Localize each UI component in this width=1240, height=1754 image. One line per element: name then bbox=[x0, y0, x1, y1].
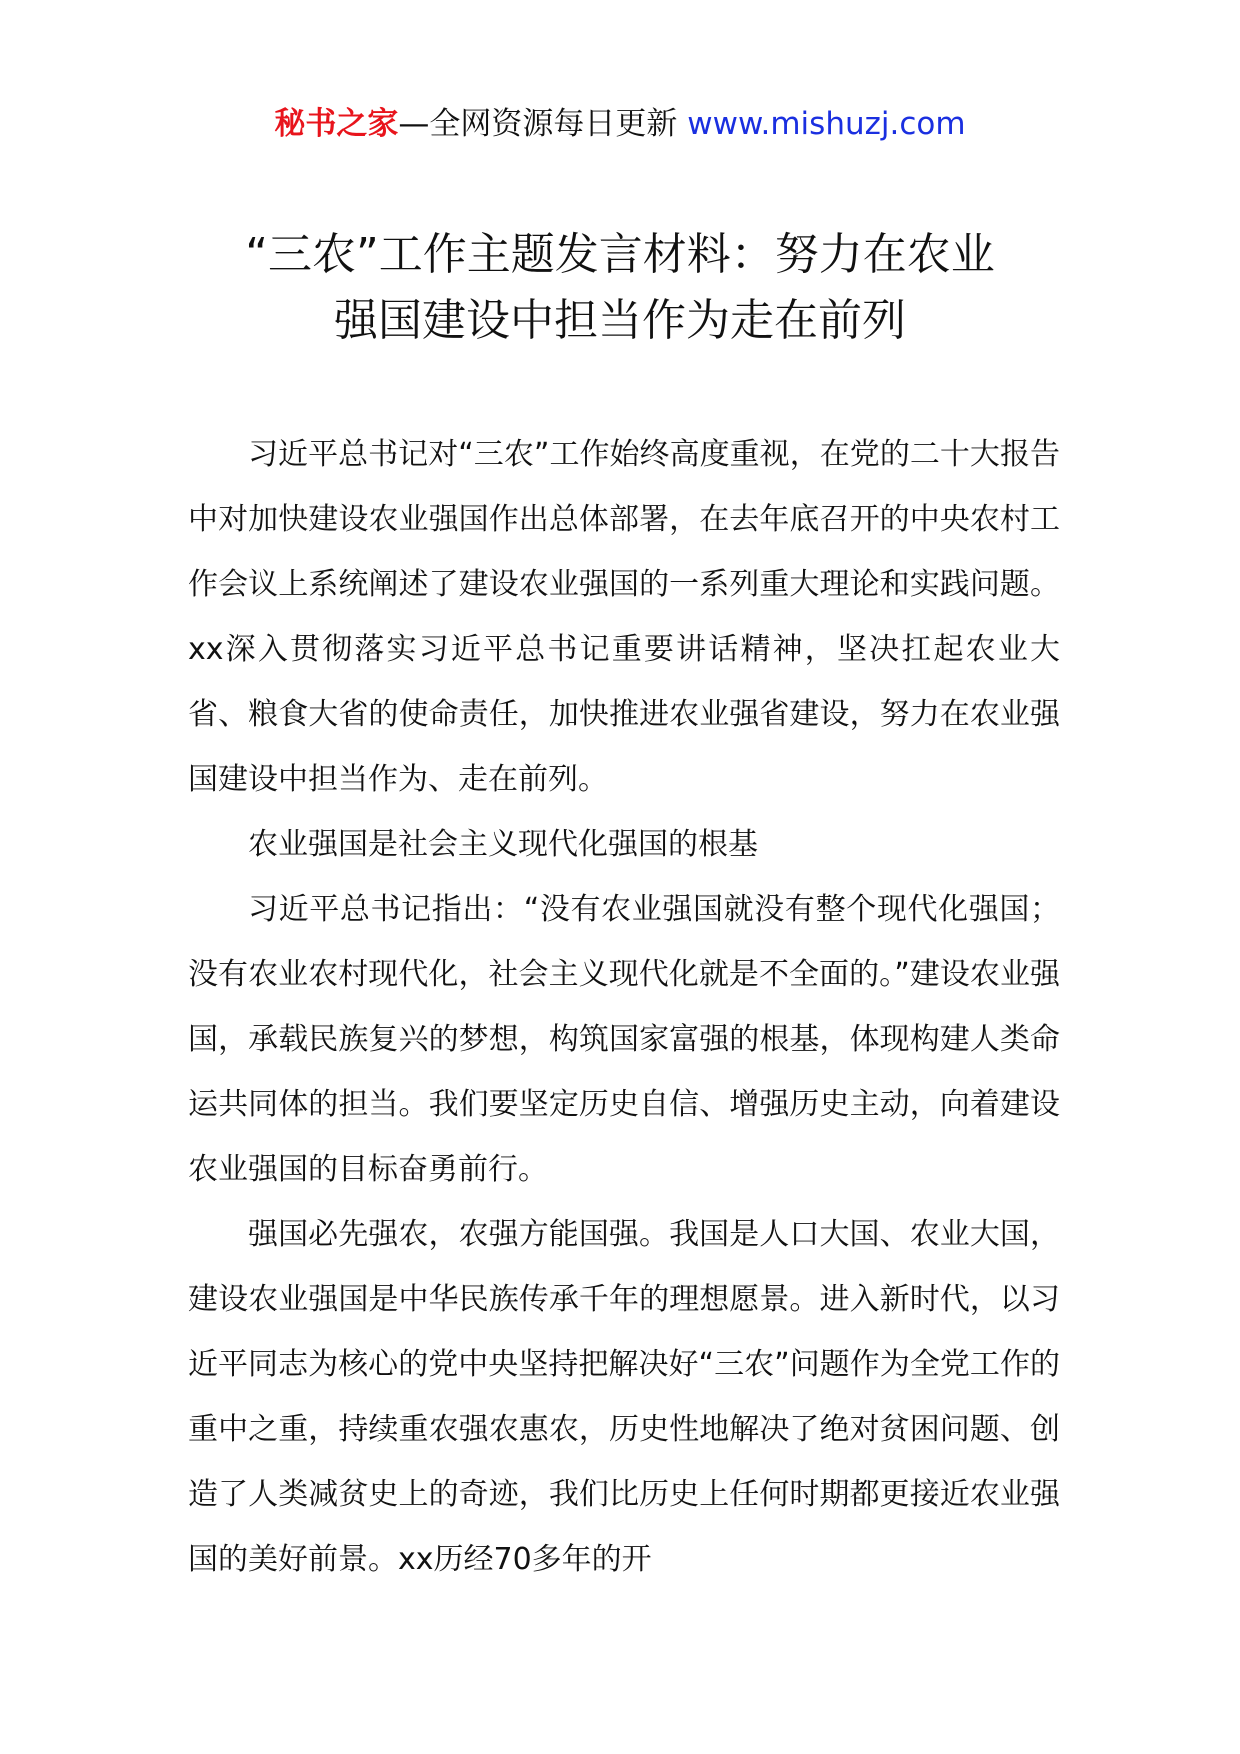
site-url-link[interactable]: www.mishuzj.com bbox=[687, 106, 966, 142]
paragraph: 习近平总书记指出：“没有农业强国就没有整个现代化强国；没有农业农村现代化，社会主义现代化就是不全面的。”建设农业强国，承载民族复兴的梦想，构筑国家富强的根基，体现构建人类命运共同体的担当。我们要坚定历史自信、增强历史主动，向着建设农业强国的目标奋勇前行。 bbox=[188, 892, 1060, 1187]
header-slogan: —全网资源每日更新 bbox=[398, 106, 688, 142]
brand-name: 秘书之家 bbox=[274, 106, 399, 142]
title-line-1: “三农”工作主题发言材料：努力在农业 bbox=[245, 229, 995, 280]
title-line-2: 强国建设中担当作为走在前列 bbox=[334, 295, 906, 346]
document-title bbox=[150, 222, 1090, 354]
section-heading: 农业强国是社会主义现代化强国的根基 bbox=[248, 827, 758, 862]
paragraph: 强国必先强农，农强方能国强。我国是人口大国、农业大国，建设农业强国是中华民族传承千年的理想愿景。进入新时代，以习近平同志为核心的党中央坚持把解决好“三农”问题作为全党工作的重中之重，持续重农强农惠农，历史性地解决了绝对贫困问题、创造了人类减贫史上的奇迹，我们比历史上任何时期都更接近农业强国的美好前景。xx历经70多年的开 bbox=[188, 1217, 1060, 1577]
paragraph: 习近平总书记对“三农”工作始终高度重视，在党的二十大报告中对加快建设农业强国作出总体部署，在去年底召开的中央农村工作会议上系统阐述了建设农业强国的一系列重大理论和实践问题。xx深入贯彻落实习近平总书记重要讲话精神，坚决扛起农业大省、粮食大省的使命责任，加快推进农业强省建设，努力在农业强国建设中担当作为、走在前列。 bbox=[188, 437, 1060, 797]
document-body bbox=[188, 422, 1060, 1592]
site-header bbox=[0, 102, 1240, 146]
